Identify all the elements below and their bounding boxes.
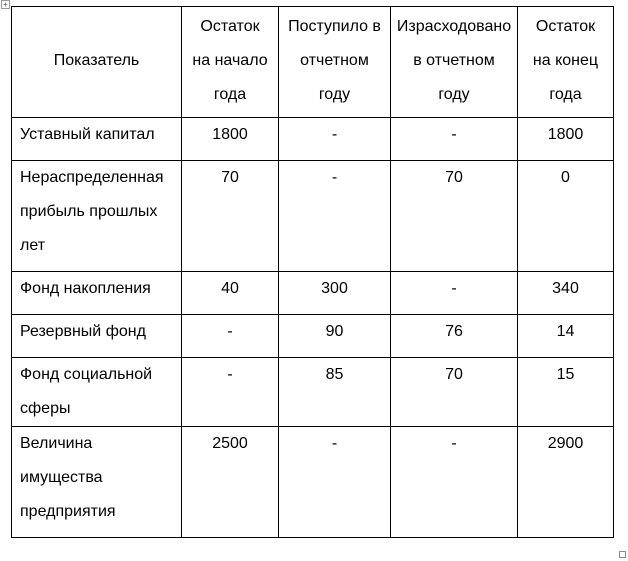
cell-closing-balance: 2900 xyxy=(518,427,614,538)
table-row xyxy=(12,358,614,427)
table-row xyxy=(12,427,614,538)
cell-received: - xyxy=(279,161,391,272)
cell-opening-balance: - xyxy=(182,358,279,427)
cell-received: 90 xyxy=(279,315,391,358)
cell-spent: - xyxy=(391,118,518,161)
cell-spent: 70 xyxy=(391,358,518,427)
cell-closing-balance: 340 xyxy=(518,272,614,315)
cell-opening-balance: - xyxy=(182,315,279,358)
cell-received: 85 xyxy=(279,358,391,427)
table-row xyxy=(12,272,614,315)
table-row xyxy=(12,161,614,272)
row-label: Резервный фонд xyxy=(12,315,182,358)
cell-spent: 76 xyxy=(391,315,518,358)
header-indicator: Показатель xyxy=(12,7,182,118)
table-resize-handle[interactable] xyxy=(619,551,626,558)
table-header-row xyxy=(12,7,614,118)
header-opening-balance: Остаток на начало года xyxy=(182,7,279,118)
cell-closing-balance: 0 xyxy=(518,161,614,272)
cell-spent: 70 xyxy=(391,161,518,272)
row-label: Уставный капитал xyxy=(12,118,182,161)
cell-closing-balance: 1800 xyxy=(518,118,614,161)
header-closing-balance: Остаток на конец года xyxy=(518,7,614,118)
row-label: Нераспределенная прибыль прошлых лет xyxy=(12,161,182,272)
cell-opening-balance: 1800 xyxy=(182,118,279,161)
cell-opening-balance: 70 xyxy=(182,161,279,272)
table-row xyxy=(12,118,614,161)
cell-opening-balance: 2500 xyxy=(182,427,279,538)
table-row xyxy=(12,315,614,358)
header-spent: Израсходовано в отчетном году xyxy=(391,7,518,118)
cell-closing-balance: 15 xyxy=(518,358,614,427)
cell-received: - xyxy=(279,118,391,161)
cell-spent: - xyxy=(391,427,518,538)
cell-opening-balance: 40 xyxy=(182,272,279,315)
data-table xyxy=(11,6,614,538)
cell-received: - xyxy=(279,427,391,538)
row-label: Величина имущества предприятия xyxy=(12,427,182,538)
table-move-handle-icon[interactable]: + xyxy=(1,0,10,9)
header-received: Поступило в отчетном году xyxy=(279,7,391,118)
cell-received: 300 xyxy=(279,272,391,315)
row-label: Фонд накопления xyxy=(12,272,182,315)
cell-spent: - xyxy=(391,272,518,315)
cell-closing-balance: 14 xyxy=(518,315,614,358)
row-label: Фонд социальной сферы xyxy=(12,358,182,427)
